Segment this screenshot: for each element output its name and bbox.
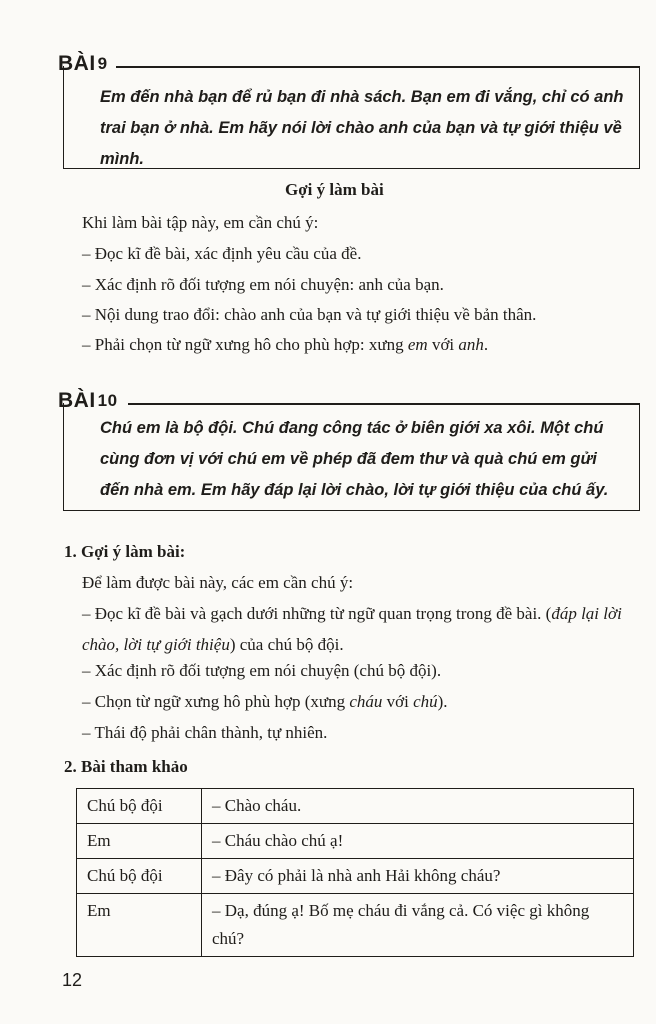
speaker-cell: Em [77, 894, 202, 957]
hint-title: Gợi ý làm bài [285, 180, 384, 199]
speaker-cell: Em [77, 824, 202, 859]
hint-item: – Thái độ phải chân thành, tự nhiên. [82, 723, 328, 742]
hint-italic: cháu [349, 692, 383, 711]
section-1-title: 1. Gợi ý làm bài: [64, 542, 186, 561]
table-row [77, 789, 634, 824]
hint-item [82, 686, 448, 717]
line-cell: – Dạ, đúng ạ! Bố mẹ cháu đi vắng cả. Có việc gì không chú? [202, 894, 634, 957]
table-row [77, 894, 634, 957]
hint-text: – Phải chọn từ ngữ xưng hô cho phù hợp: xưng [82, 335, 408, 354]
exercise-number: 9 [97, 54, 108, 73]
section-2-title: 2. Bài tham khảo [64, 757, 188, 776]
hint-item: – Nội dung trao đổi: chào anh của bạn và tự giới thiệu về bản thân. [82, 305, 537, 324]
exercise-number: 10 [97, 391, 118, 410]
reference-dialogue-table [76, 788, 634, 957]
hint-italic: em [407, 335, 428, 354]
section-1-intro: Để làm được bài này, các em cần chú ý: [82, 573, 354, 592]
exercise-9-prompt-box [63, 66, 640, 169]
hint-item [82, 598, 637, 660]
exercise-label: BÀI [58, 389, 96, 412]
hint-italic: chú [413, 692, 438, 711]
line-cell: – Đây có phải là nhà anh Hải không cháu? [202, 859, 634, 894]
hint-item: – Xác định rõ đối tượng em nói chuyện (chú bộ đội). [82, 661, 442, 680]
hint-text: ). [437, 692, 448, 711]
hint-text: với [427, 335, 459, 354]
exercise-label: BÀI [58, 52, 96, 75]
speaker-cell: Chú bộ đội [77, 789, 202, 824]
line-cell: – Cháu chào chú ạ! [202, 824, 634, 859]
hint-item [82, 329, 488, 360]
table-row [77, 859, 634, 894]
hint-intro: Khi làm bài tập này, em cần chú ý: [82, 213, 319, 232]
hint-italic: anh [458, 335, 484, 354]
hint-text: – Chọn từ ngữ xưng hô phù hợp (xưng [82, 692, 350, 711]
page-number: 12 [62, 970, 83, 990]
hint-text: . [483, 335, 489, 354]
line-cell: – Chào cháu. [202, 789, 634, 824]
hint-item: – Đọc kĩ đề bài, xác định yêu cầu của đề. [82, 244, 362, 263]
hint-item: – Xác định rõ đối tượng em nói chuyện: anh của bạn. [82, 275, 444, 294]
hint-text: – Đọc kĩ đề bài và gạch dưới những từ ngữ quan trọng trong đề bài. ( [82, 604, 552, 623]
exercise-9-prompt: Em đến nhà bạn để rủ bạn đi nhà sách. Bạn em đi vắng, chỉ có anh trai bạn ở nhà. Em hãy nói lời chào anh của bạn và tự giới thiệu về mình. [100, 88, 624, 168]
hint-italic: đáp lại lời chào, lời tự giới thiệu [82, 604, 622, 654]
speaker-cell: Chú bộ đội [77, 859, 202, 894]
exercise-10-prompt: Chú em là bộ đội. Chú đang công tác ở biên giới xa xôi. Một chú cùng đơn vị với chú em về phép đã đem thư và quà chú em gửi đến nhà em. Em hãy đáp lại lời chào, lời tự giới thiệu của chú ấy. [100, 419, 609, 499]
hint-text: ) của chú bộ đội. [229, 635, 344, 654]
hint-text: với [382, 692, 414, 711]
exercise-10-prompt-box [63, 403, 640, 511]
table-row [77, 824, 634, 859]
